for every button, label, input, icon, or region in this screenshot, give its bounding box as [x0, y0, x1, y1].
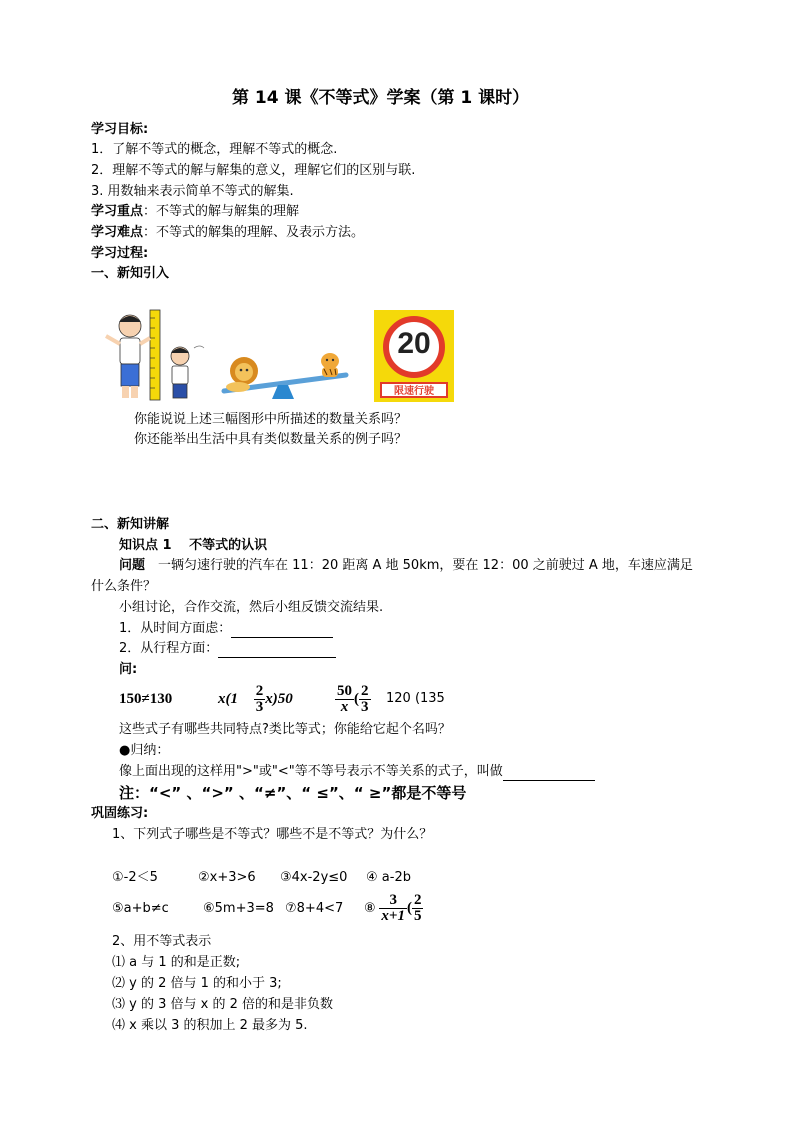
summary-definition — [119, 763, 595, 781]
key-point-label: 学习重点 — [91, 204, 144, 219]
summary-label: ●归纳： — [119, 743, 170, 758]
item8-operator: ( — [406, 900, 412, 916]
expr2-part-b: x)50 — [265, 691, 293, 707]
speed-limit-caption: 限速行驶 — [380, 382, 448, 398]
expression-1: 150≠130 — [119, 691, 173, 707]
fraction — [412, 893, 424, 924]
knowledge-point: 知识点 1 不等式的认识 — [119, 538, 268, 553]
seesaw-illustration — [218, 345, 352, 401]
fraction-numerator: 2 — [255, 683, 264, 700]
exercise-item: ⑥5m+3=8 — [203, 901, 274, 916]
step-distance — [119, 640, 336, 658]
page-title: 第 14 课《不等式》学案（第 1 课时） — [232, 88, 530, 108]
sub-question: ⑷ x 乘以 3 的积加上 2 最多为 5. — [112, 1018, 308, 1033]
intro-question: 你能说说上述三幅图形中所描述的数量关系吗？ — [134, 412, 408, 427]
speed-limit-number: 20 — [397, 327, 431, 360]
fraction — [254, 684, 266, 715]
problem-text: 一辆匀速行驶的汽车在 11：20 距离 A 地 50km，要在 12：00 之前驶过 A 地，车速应满足 — [145, 558, 693, 573]
ask-label: 问: — [119, 662, 138, 677]
fraction — [335, 684, 354, 715]
difficulty-text: ：不等式的解集的理解、及表示方法。 — [143, 225, 365, 240]
sub-question: ⑴ a 与 1 的和是正数; — [112, 955, 241, 970]
step-distance-label: 2．从行程方面： — [119, 641, 219, 656]
fraction-numerator: 50 — [337, 683, 352, 700]
goals-heading: 学习目标: — [91, 122, 149, 137]
exercise-item-8 — [364, 888, 423, 929]
discuss-text: 小组讨论，合作交流，然后小组反馈交流结果. — [119, 600, 384, 615]
expr2-part-a: x(1 — [218, 691, 238, 707]
goal-item: 1．了解不等式的概念，理解不等式的概念. — [91, 142, 338, 157]
exercise-item: ③4x-2y≤0 — [280, 870, 348, 885]
sub-question: ⑶ y 的 3 倍与 x 的 2 倍的和是非负数 — [112, 997, 333, 1012]
fraction-denominator: 3 — [255, 699, 264, 716]
key-point — [91, 203, 299, 221]
height-comparison-illustration — [98, 308, 208, 402]
exercise-item: ⑤a+b≠c — [112, 901, 169, 916]
expr3-operator: ( — [354, 691, 359, 707]
fraction-numerator: 2 — [361, 683, 369, 700]
section2-heading: 二、新知讲解 — [91, 517, 170, 532]
speed-limit-sign — [374, 310, 454, 402]
goal-item: 3. 用数轴来表示简单不等式的解集. — [91, 184, 294, 199]
fraction-denominator: 5 — [413, 908, 422, 925]
practice-heading: 巩固练习: — [91, 806, 149, 821]
practice-question-1: 1、下列式子哪些是不等式？哪些不是不等式？为什么？ — [112, 827, 433, 842]
fraction-denominator: 3 — [361, 699, 369, 716]
summary-text: 像上面出现的这样用">"或"<"等不等号表示不等关系的式子，叫做 — [119, 764, 503, 779]
step-time-label: 1．从时间方面虑： — [119, 621, 232, 636]
exercise-item: ①-2＜5 — [112, 870, 158, 885]
fraction — [359, 684, 371, 715]
difficulty — [91, 224, 364, 242]
fraction-denominator: x — [340, 699, 349, 716]
problem-label: 问题 — [119, 558, 146, 573]
answer-blank[interactable] — [503, 766, 595, 781]
expression-2 — [218, 680, 293, 718]
common-features-question: 这些式子有哪些共同特点?类比等式；你能给它起个名吗？ — [119, 722, 451, 737]
problem-statement — [119, 557, 693, 575]
fraction-numerator: 3 — [379, 893, 407, 909]
inequality-signs-note: 注：“<” 、“>” 、“≠”、“ ≤”、“ ≥”都是不等号 — [119, 784, 467, 802]
expression-3 — [335, 680, 371, 718]
step-time — [119, 620, 333, 638]
answer-blank[interactable] — [231, 623, 333, 638]
exercise-item: ②x+3>6 — [198, 870, 256, 885]
sub-question: ⑵ y 的 2 倍与 1 的和小于 3; — [112, 976, 282, 991]
section1-heading: 一、新知引入 — [91, 266, 170, 281]
goal-item: 2．理解不等式的解与解集的意义，理解它们的区别与联. — [91, 163, 416, 178]
fraction-denominator: x+1 — [381, 908, 405, 925]
problem-text-cont: 什么条件？ — [91, 579, 157, 594]
fraction-numerator: 2 — [413, 892, 422, 909]
item8-label: ⑧ — [364, 901, 376, 916]
expression-4: 120 (135 — [386, 691, 445, 706]
exercise-item: ④ a-2b — [366, 870, 411, 885]
fraction — [379, 893, 407, 924]
key-point-text: ：不等式的解与解集的理解 — [143, 204, 300, 219]
difficulty-label: 学习难点 — [91, 225, 144, 240]
practice-question-2: 2、用不等式表示 — [112, 934, 212, 949]
answer-blank[interactable] — [218, 643, 336, 658]
exercise-item: ⑦8+4<7 — [285, 901, 344, 916]
intro-question: 你还能举出生活中具有类似数量关系的例子吗？ — [134, 432, 408, 447]
process-heading: 学习过程: — [91, 246, 149, 261]
